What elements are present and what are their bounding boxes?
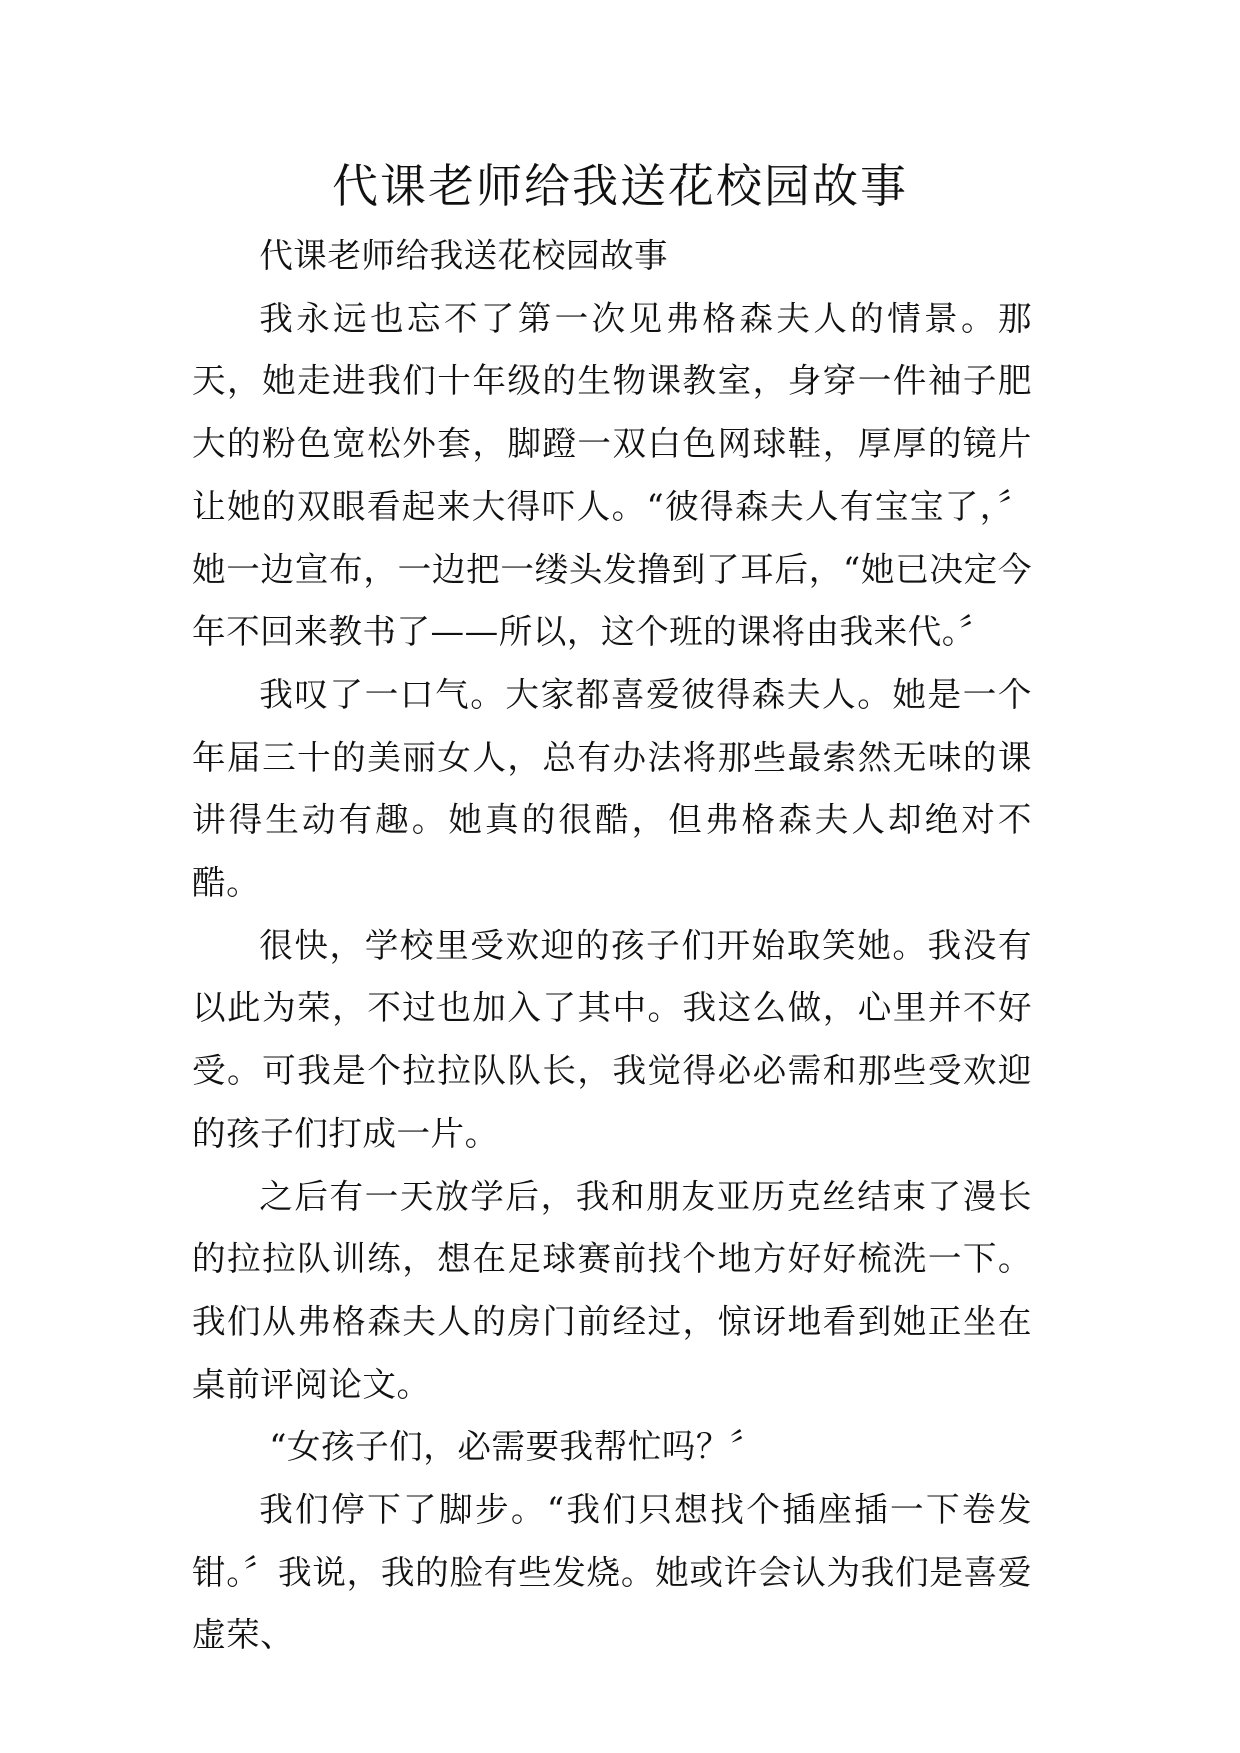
paragraph: 我们停下了脚步。“我们只想找个插座插一下卷发钳。〞我说，我的脸有些发烧。她或许会认为我们是喜爱虚荣、 [192, 1490, 1032, 1655]
paragraph: 我永远也忘不了第一次见弗格森夫人的情景。那天，她走进我们十年级的生物课教室，身穿一件袖子肥大的粉色宽松外套，脚蹬一双白色网球鞋，厚厚的镜片让她的双眼看起来大得吓人。“彼得森夫人有宝宝了，〞她一边宣布，一边把一缕头发撸到了耳后，“她已决定今年不回来教书了——所以，这个班的课将由我来代。〞 [192, 298, 1032, 652]
paragraph-dialog: “女孩子们，必需要我帮忙吗？〞 [269, 1427, 765, 1467]
document-body [192, 225, 1032, 1667]
paragraph: 我叹了一口气。大家都喜爱彼得森夫人。她是一个年届三十的美丽女人，总有办法将那些最索然无味的课讲得生动有趣。她真的很酷，但弗格森夫人却绝对不酷。 [192, 674, 1032, 903]
paragraph-subtitle: 代课老师给我送花校园故事 [259, 236, 669, 275]
paragraph: 之后有一天放学后，我和朋友亚历克丝结束了漫长的拉拉队训练，想在足球赛前找个地方好好梳洗一下。我们从弗格森夫人的房门前经过，惊讶地看到她正坐在桌前评阅论文。 [192, 1176, 1032, 1404]
document-title: 代课老师给我送花校园故事 [332, 159, 908, 213]
paragraph: 很快，学校里受欢迎的孩子们开始取笑她。我没有以此为荣，不过也加入了其中。我这么做，心里并不好受。可我是个拉拉队队长，我觉得必必需和那些受欢迎的孩子们打成一片。 [192, 925, 1032, 1153]
